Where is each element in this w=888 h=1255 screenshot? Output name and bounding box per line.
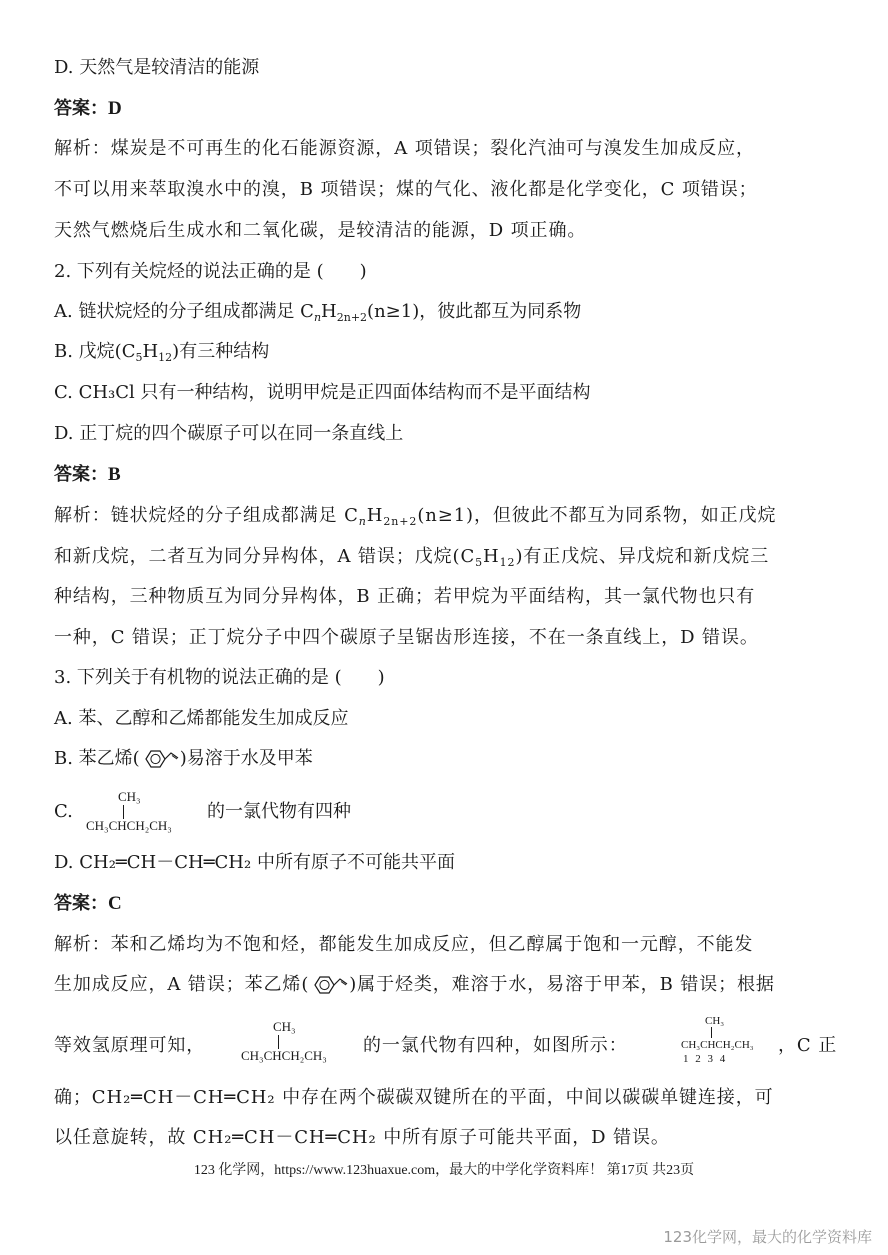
question-2-option-c: C. CH₃Cl 只有一种结构，说明甲烷是正四面体结构而不是平面结构 (54, 382, 591, 403)
question-3: 3. 下列关于有机物的说法正确的是 ( ) (54, 667, 385, 688)
explanation-1-line-1: 解析：煤炭是不可再生的化石能源资源，A 项错误；裂化汽油可与溴发生加成反应， (54, 138, 755, 159)
explanation-2-line-2 (54, 544, 769, 576)
paren: ) (172, 341, 180, 362)
formula-h: H (142, 341, 159, 362)
text: 和新戊烷，二者互为同分异构体，A 错误；戊烷(C (54, 546, 476, 567)
ch3-branch: CH₃ (273, 1019, 296, 1034)
answer-label: 答案： (54, 893, 108, 914)
styrene-structure-icon (140, 747, 180, 771)
text: 有正戊烷、异戊烷和新戊烷三 (523, 546, 770, 567)
text: 生加成反应，A 错误；苯乙烯( (54, 974, 310, 995)
formula-n: n (313, 311, 322, 324)
answer-3 (54, 891, 122, 917)
text: 有三种结构 (179, 341, 270, 362)
main-chain: CH₃CHCH₂CH₃ (681, 1039, 754, 1051)
option-d-q1: D. 天然气是较清洁的能源 (54, 57, 260, 78)
question-2: 2. 下列有关烷烃的说法正确的是 ( ) (54, 261, 367, 282)
explanation-3-line-4: 确；CH₂═CH－CH═CH₂ 中存在两个碳碳双键所在的平面，中间以碳碳单键连接，可 (54, 1087, 774, 1108)
explanation-2-line-1 (54, 503, 776, 535)
explanation-3-line-1: 解析：苯和乙烯均为不饱和烃，都能发生加成反应，但乙醇属于饱和一元醇，不能发 (54, 934, 754, 955)
text: ，但彼此不都互为同系物，如正戊烷 (473, 505, 777, 526)
explanation-3-line-2 (54, 972, 775, 998)
explanation-3-line-3-mid: 的一氯代物有四种，如图所示： (363, 1035, 628, 1056)
text: B. 戊烷(C (54, 341, 136, 362)
formula-2n2: 2n+2 (383, 515, 418, 528)
bond-line (123, 805, 124, 819)
formula-cond: (n≥1) (417, 505, 474, 526)
sub-12: 12 (158, 351, 173, 364)
explanation-2-line-3: 种结构，三种物质互为同分异构体，B 正确；若甲烷为平面结构，其一氯代物也只有 (54, 586, 756, 607)
explanation-3-line-5: 以任意旋转，故 CH₂═CH－CH═CH₂ 中所有原子可能共平面，D 错误。 (54, 1127, 670, 1148)
paren: ) (515, 546, 524, 567)
question-3-option-c-text: 的一氯代物有四种 (207, 801, 351, 822)
text: ，彼此都互为同系物 (419, 301, 582, 322)
text: B. 苯乙烯( (54, 748, 140, 769)
answer-label: 答案： (54, 98, 108, 119)
sub-5: 5 (135, 351, 143, 364)
formula-h: H (483, 546, 500, 567)
text: 解析：链状烷烃的分子组成都满足 C (54, 505, 359, 526)
explanation-2-line-4: 一种，C 错误；正丁烷分子中四个碳原子呈锯齿形连接，不在一条直线上，D 错误。 (54, 627, 759, 648)
formula-2n2: 2n+2 (336, 311, 368, 324)
question-2-option-a (54, 299, 581, 331)
text: )属于烃类，难溶于水，易溶于甲苯，B 错误；根据 (349, 974, 775, 995)
formula-h: H (366, 505, 384, 526)
formula-h: H (321, 301, 337, 322)
styrene-structure-icon (309, 973, 349, 997)
question-2-option-d: D. 正丁烷的四个碳原子可以在同一条直线上 (54, 423, 404, 444)
text: )易溶于水及甲苯 (179, 748, 313, 769)
ch3-branch: CH₃ (705, 1015, 725, 1027)
page-footer: 123 化学网，https://www.123huaxue.com，最大的中学化学资料库！ 第17页 共23页 (193, 1163, 695, 1178)
question-3-option-a: A. 苯、乙醇和乙烯都能发生加成反应 (54, 708, 349, 729)
main-chain: CH₃CHCH₂CH₃ (241, 1048, 327, 1063)
question-2-option-b (54, 339, 269, 371)
question-3-option-d: D. CH₂═CH－CH═CH₂ 中所有原子不可能共平面 (54, 852, 455, 873)
carbon-numbers: 1 2 3 4 (683, 1053, 728, 1065)
question-3-option-b (54, 746, 313, 772)
answer-2 (54, 462, 121, 488)
sub-5: 5 (475, 556, 484, 569)
watermark: 123化学网，最大的化学资料库 (663, 1228, 872, 1246)
formula-cond: (n≥1) (367, 301, 420, 322)
bond-line (711, 1027, 712, 1038)
answer-value: C (108, 893, 122, 914)
answer-value: B (108, 464, 121, 485)
text: A. 链状烷烃的分子组成都满足 C (54, 301, 314, 322)
sub-12: 12 (499, 556, 516, 569)
answer-1 (54, 96, 122, 122)
main-chain: CH₃CHCH₂CH₃ (86, 818, 172, 833)
formula-n: n (358, 515, 367, 528)
explanation-3-line-3-start: 等效氢原理可知， (54, 1035, 206, 1056)
explanation-3-line-3-end: ，C 正 (778, 1035, 838, 1056)
bond-line (278, 1035, 279, 1049)
answer-label: 答案： (54, 464, 108, 485)
explanation-1-line-2: 不可以用来萃取溴水中的溴，B 项错误；煤的气化、液化都是化学变化，C 项错误； (54, 179, 758, 200)
ch3-branch: CH₃ (118, 789, 141, 804)
explanation-1-line-3: 天然气燃烧后生成水和二氧化碳，是较清洁的能源，D 项正确。 (54, 220, 587, 241)
question-3-option-c-label: C. (54, 801, 73, 822)
answer-value: D (108, 98, 122, 119)
